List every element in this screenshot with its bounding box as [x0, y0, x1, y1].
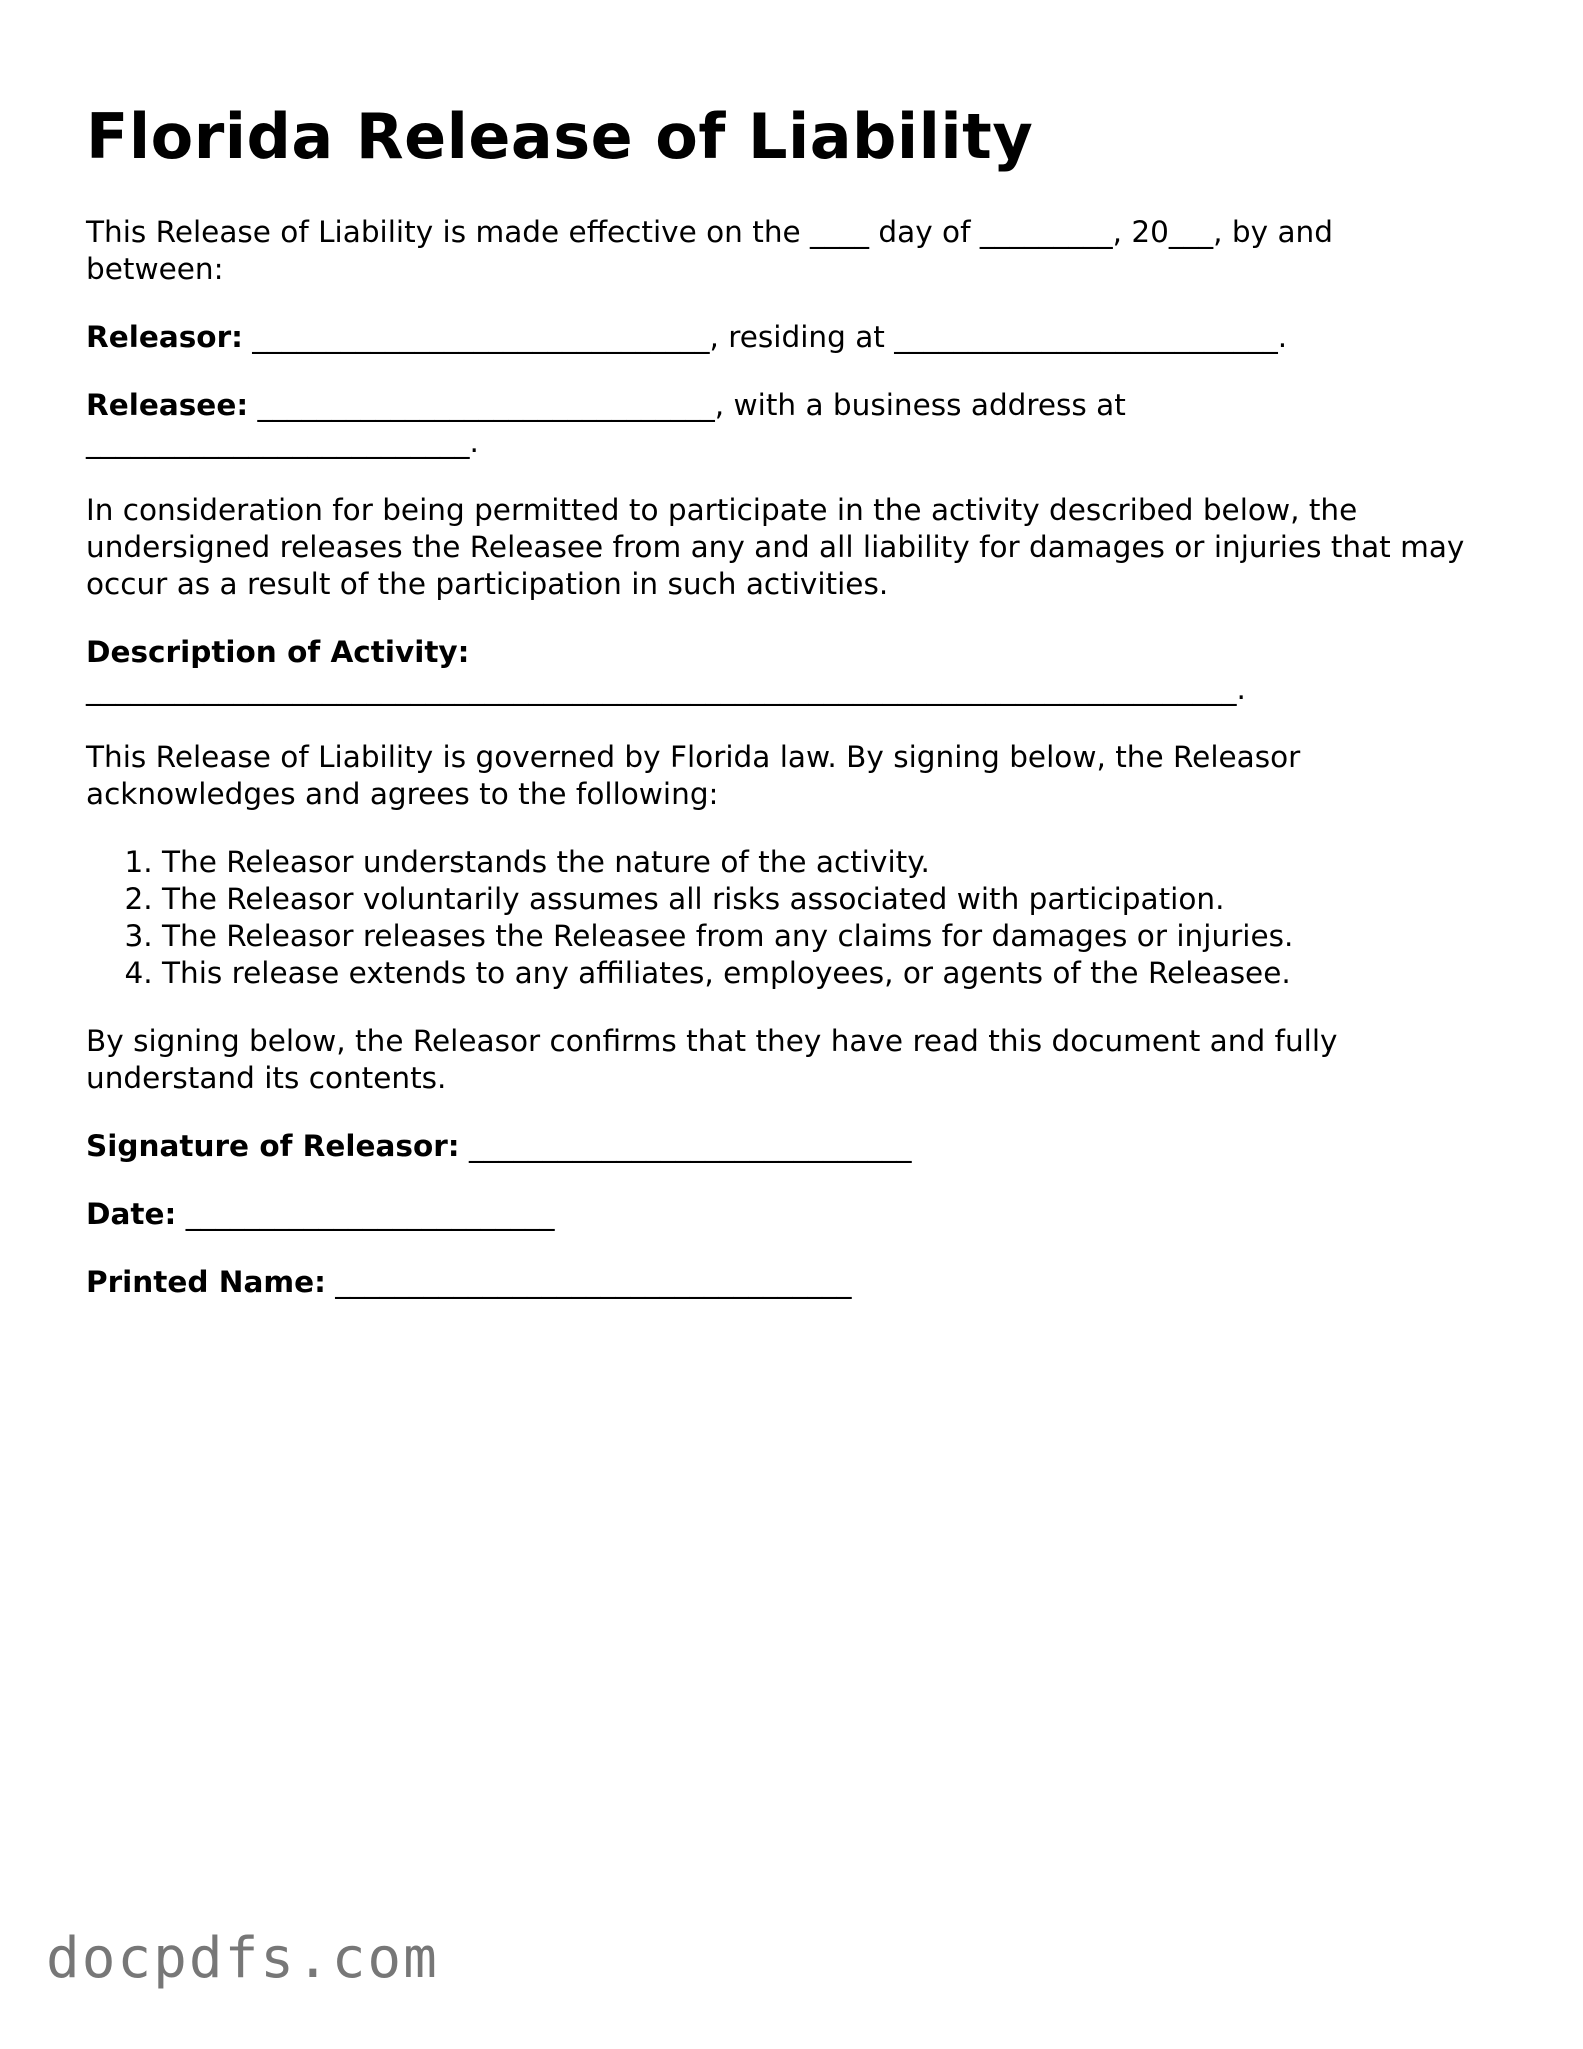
list-item: 2. The Releasor voluntarily assumes all risks associated with participation.: [162, 881, 1466, 918]
releasee-blank: _______________________________, with a business address at __________________________.: [86, 388, 1126, 460]
date-label: Date:: [86, 1197, 177, 1232]
activity-blank: ______________________________________________________________________________.: [86, 672, 1246, 707]
releasee-label: Releasee:: [86, 388, 249, 423]
governing-paragraph: This Release of Liability is governed by Florida law. By signing below, the Releasor acknowledges and agrees to the following:: [86, 740, 1301, 812]
releasor-label: Releasor:: [86, 320, 243, 355]
confirmation-paragraph: By signing below, the Releasor confirms that they have read this document and fully understand its contents.: [86, 1024, 1338, 1096]
releasor-line: [86, 319, 1466, 356]
releasor-blank: _______________________________, residing at __________________________.: [242, 320, 1288, 355]
printed-name-blank: ___________________________________: [325, 1265, 852, 1300]
watermark-logo: docpdfs.com: [46, 1926, 439, 1991]
activity-label: Description of Activity:: [86, 635, 470, 670]
signature-blank: ______________________________: [459, 1129, 912, 1164]
terms-list: [86, 844, 1466, 992]
list-item: 4. This release extends to any affiliates, employees, or agents of the Releasee.: [162, 955, 1466, 992]
signature-line: [86, 1128, 1466, 1165]
signature-label: Signature of Releasor:: [86, 1129, 460, 1164]
date-line: [86, 1196, 1466, 1233]
list-item: 1. The Releasor understands the nature of the activity.: [162, 844, 1466, 881]
printed-name-label: Printed Name:: [86, 1265, 326, 1300]
list-item: 3. The Releasor releases the Releasee from any claims for damages or injuries.: [162, 918, 1466, 955]
intro-paragraph: This Release of Liability is made effective on the ____ day of _________, 20___, by and between:: [86, 215, 1333, 287]
document-page: [86, 100, 1466, 1332]
releasee-line: [86, 387, 1466, 461]
printed-name-line: [86, 1264, 1466, 1301]
consideration-paragraph: In consideration for being permitted to participate in the activity described below, the undersigned releases the Releasee from any and all liability for damages or injuries that may occur as a result of the participation in such activities.: [86, 493, 1465, 602]
document-title: Florida Release of Liability: [86, 100, 1034, 173]
date-blank: _________________________: [176, 1197, 555, 1232]
activity-section: [86, 634, 1466, 708]
